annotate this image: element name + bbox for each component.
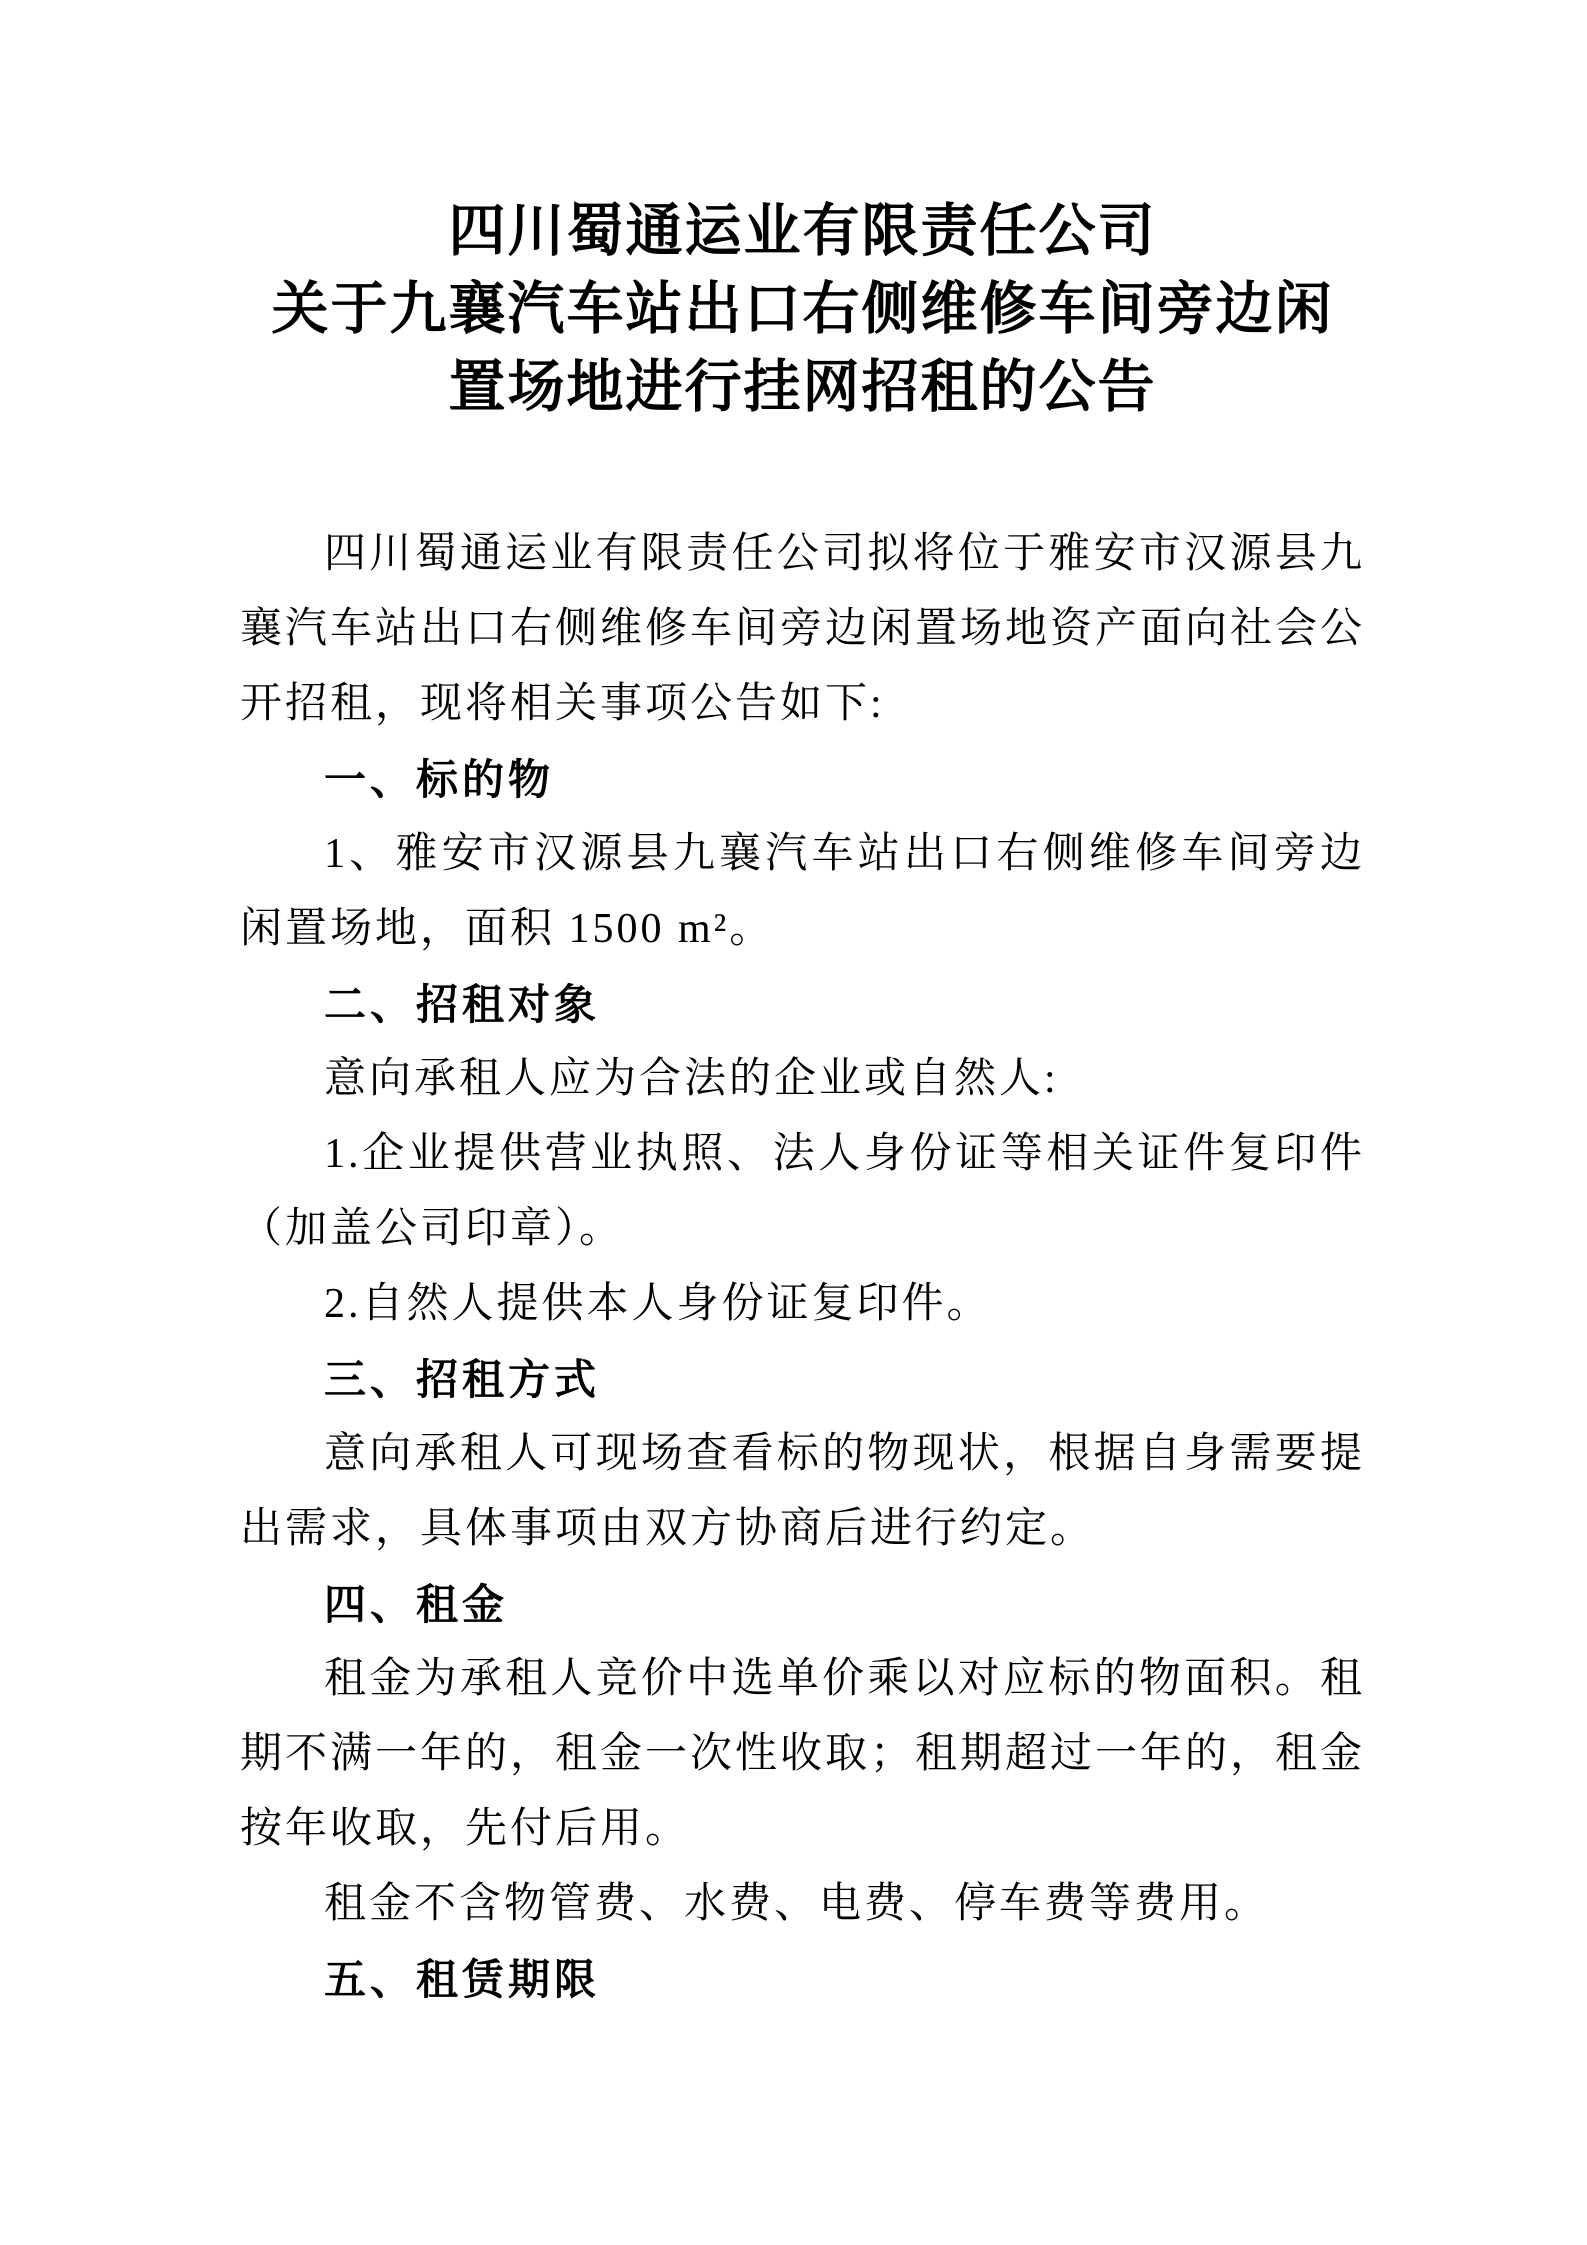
title-line-announcement: 置场地进行挂网招租的公告 [448, 356, 1157, 419]
paragraph-target-individual: 2.自然人提供本人身份证复印件。 [324, 1281, 992, 1327]
paragraph-target-intro: 意向承租人应为合法的企业或自然人: [324, 1056, 1059, 1102]
document-content [240, 0, 1365, 2017]
paragraph-target-enterprise: 1.企业提供营业执照、法人身份证等相关证件复印件（加盖公司印章）。 [240, 1131, 1365, 1252]
section-heading-subject: 一、标的物 [324, 756, 555, 803]
paragraph-subject-item: 1、雅安市汉源县九襄汽车站出口右侧维修车间旁边闲置场地，面积 1500 m²。 [240, 831, 1365, 952]
document-body [240, 517, 1365, 2017]
title-line-company: 四川蜀通运业有限责任公司 [448, 200, 1157, 263]
paragraph-intro: 四川蜀通运业有限责任公司拟将位于雅安市汉源县九襄汽车站出口右侧维修车间旁边闲置场地资产面向社会公开招租，现将相关事项公告如下: [240, 531, 1366, 727]
section-heading-lease-target: 二、招租对象 [324, 981, 601, 1028]
section-heading-lease-term: 五、租赁期限 [324, 1956, 601, 2003]
paragraph-rent-exclusions: 租金不含物管费、水费、电费、停车费等费用。 [324, 1881, 1270, 1927]
document-title [240, 193, 1365, 427]
paragraph-method: 意向承租人可现场查看标的物现状，根据自身需要提出需求，具体事项由双方协商后进行约定。 [240, 1431, 1365, 1552]
paragraph-rent-calculation: 租金为承租人竞价中选单价乘以对应标的物面积。租期不满一年的，租金一次性收取；租期超过一年的，租金按年收取，先付后用。 [240, 1656, 1366, 1852]
title-line-subject: 关于九襄汽车站出口右侧维修车间旁边闲 [271, 278, 1334, 341]
section-heading-rent: 四、租金 [324, 1581, 509, 1628]
section-heading-lease-method: 三、招租方式 [324, 1356, 601, 1403]
